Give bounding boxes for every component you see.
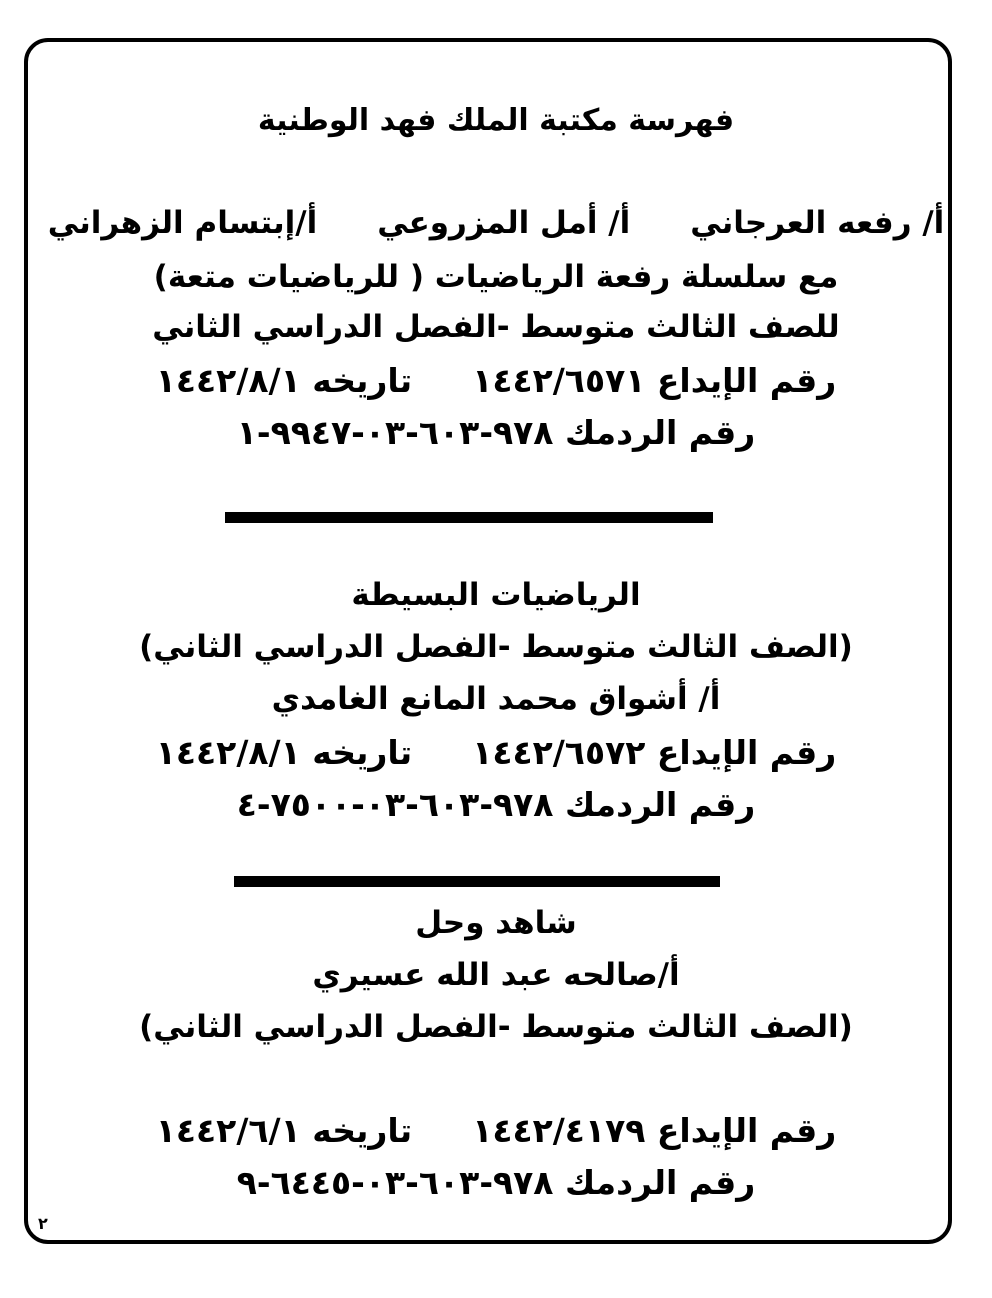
book1-date-value: ١٤٤٢/٨/١ [155, 361, 301, 400]
book3-date-value: ١٤٤٢/٦/١ [155, 1111, 301, 1150]
catalog-title: فهرسة مكتبة الملك فهد الوطنية [257, 103, 735, 138]
book2-deposit-label: رقم الإيداع [656, 733, 837, 772]
book3-isbn-label: رقم الردمك [564, 1163, 756, 1202]
book3-deposit-row [0, 1111, 992, 1150]
book1-authors [0, 205, 992, 241]
book1-isbn-label: رقم الردمك [564, 413, 756, 452]
page-number: ٢ [38, 1214, 48, 1233]
book1-deposit-row [0, 361, 992, 400]
book2-isbn-value: ٩٧٨-٦٠٣-٠٣-٧٥٠٠-٤ [236, 785, 554, 824]
book3-author: أ/صالحه عبد الله عسيري [312, 957, 680, 993]
book1-author-b: أ/ أمل المزروعي [377, 205, 631, 241]
book2-date-label: تاريخه [312, 733, 413, 772]
book1-deposit-label: رقم الإيداع [656, 361, 837, 400]
book3-deposit-number: ١٤٤٢/٤١٧٩ [472, 1111, 646, 1150]
book1-grade: للصف الثالث متوسط -الفصل الدراسي الثاني [152, 309, 840, 345]
book2-deposit-row [0, 733, 992, 772]
section-divider-2 [234, 876, 720, 887]
book2-author: أ/ أشواق محمد المانع الغامدي [271, 681, 721, 717]
book3-title: شاهد وحل [415, 905, 577, 941]
book1-series: مع سلسلة رفعة الرياضيات ( للرياضيات متعة) [153, 259, 839, 295]
book3-isbn-row [0, 1163, 992, 1202]
book3-isbn-value: ٩٧٨-٦٠٣-٠٣-٦٤٤٥-٩ [236, 1163, 554, 1202]
book2-isbn-label: رقم الردمك [564, 785, 756, 824]
book3-date-label: تاريخه [312, 1111, 413, 1150]
book1-isbn-row [0, 413, 992, 452]
section-divider-1 [225, 512, 713, 523]
book1-deposit-number: ١٤٤٢/٦٥٧١ [472, 361, 646, 400]
book2-title: الرياضيات البسيطة [351, 577, 641, 613]
book2-grade: (الصف الثالث متوسط -الفصل الدراسي الثاني) [139, 629, 853, 665]
book1-isbn-value: ٩٧٨-٦٠٣-٠٣-٩٩٤٧-١ [236, 413, 554, 452]
book3-grade: (الصف الثالث متوسط -الفصل الدراسي الثاني) [139, 1009, 853, 1045]
book3-deposit-label: رقم الإيداع [656, 1111, 837, 1150]
book2-isbn-row [0, 785, 992, 824]
book2-deposit-number: ١٤٤٢/٦٥٧٢ [472, 733, 646, 772]
book2-date-value: ١٤٤٢/٨/١ [155, 733, 301, 772]
book1-author-a: أ/ رفعه العرجاني [690, 205, 945, 241]
book1-date-label: تاريخه [312, 361, 413, 400]
book1-author-c: أ/إبتسام الزهراني [47, 205, 318, 241]
